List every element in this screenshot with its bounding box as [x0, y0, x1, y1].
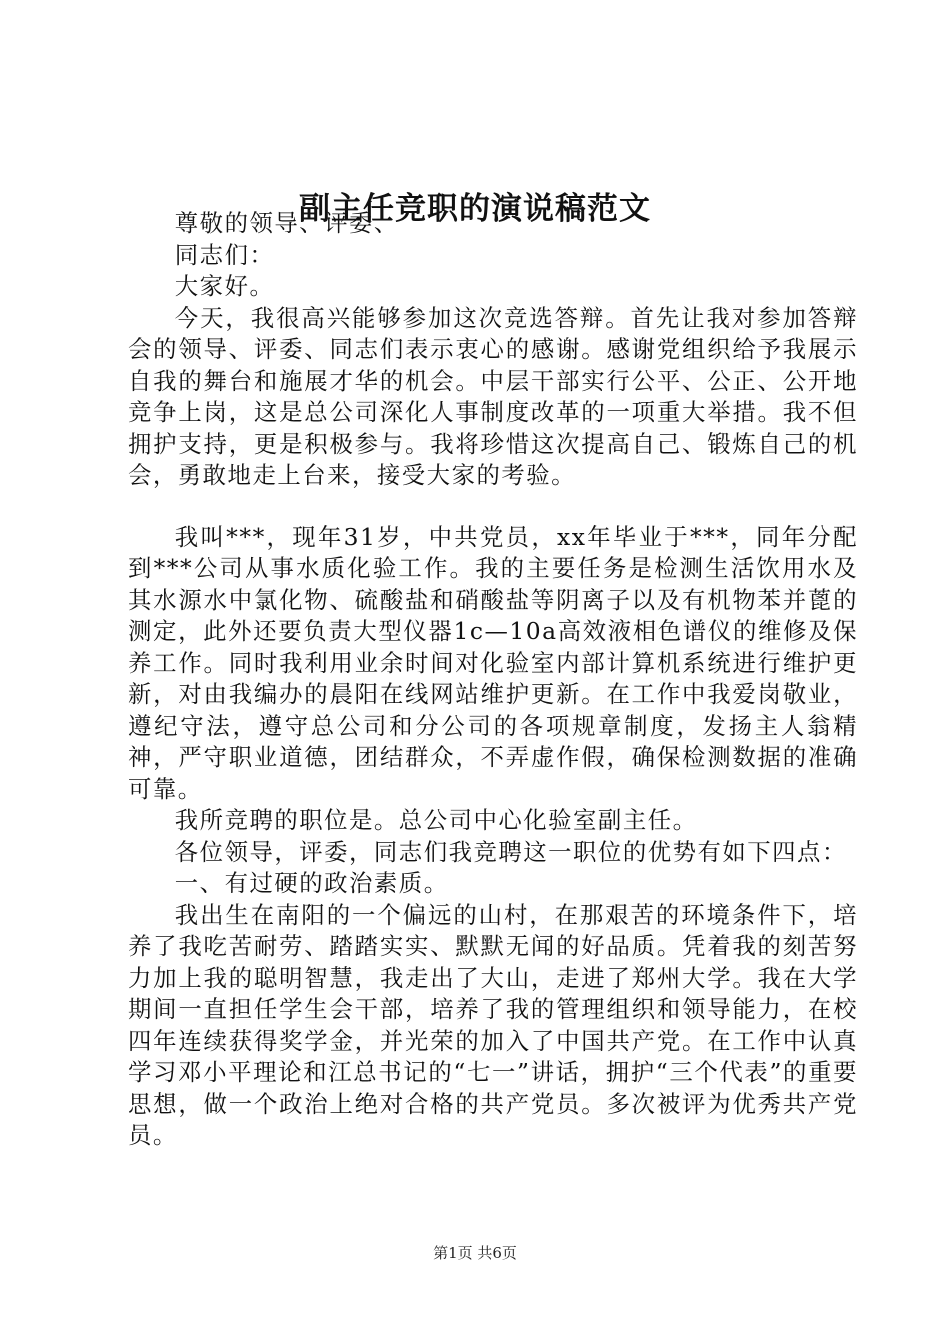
document-body	[128, 208, 858, 1152]
paragraph-position: 我所竞聘的职位是。总公司中心化验室副主任。	[174, 806, 698, 834]
paragraph-advantages-intro: 各位领导，评委，同志们我竞聘这一职位的优势有如下四点：	[174, 837, 847, 866]
document-title: 副主任竞职的演说稿范文	[299, 191, 651, 227]
paragraph-political-quality: 我出生在南阳的一个偏远的山村，在那艰苦的环境条件下，培养了我吃苦耐劳、踏踏实实、默默无闻的好品质。凭着我的刻苦努力加上我的聪明智慧，我走出了大山，走进了郑州大学。我在大学期间一直担任学生会干部，培养了我的管理组织和领导能力，在校四年连续获得奖学金，并光荣的加入了中国共产党。在工作中认真学习邓小平理论和江总书记的“七一”讲话，拥护“三个代表”的重要思想，做一个政治上绝对合格的共产党员。多次被评为优秀共产党员。	[128, 900, 858, 1149]
paragraph-self-introduction: 我叫***，现年31岁，中共党员，xx年毕业于***，同年分配到***公司从事水质化验工作。我的主要任务是检测生活饮用水及其水源水中氯化物、硫酸盐和硝酸盐等阴离子以及有机物苯并蓖的测定，此外还要负责大型仪器1c—10a高效液相色谱仪的维修及保养工作。同时我利用业余时间对化验室内部计算机系统进行维护更新，对由我编办的晨阳在线网站维护更新。在工作中我爱岗敬业，遵纪守法，遵守总公司和分公司的各项规章制度，发扬主人翁精神，严守职业道德，团结群众，不弄虚作假，确保检测数据的准确可靠。	[128, 522, 858, 803]
greeting-line: 大家好。	[174, 272, 275, 300]
salutation-line-1: 尊敬的领导、评委、	[174, 209, 399, 237]
salutation-line-2: 同志们：	[174, 240, 275, 269]
paragraph-gap	[128, 492, 858, 522]
paragraph-intro: 今天，我很高兴能够参加这次竞选答辩。首先让我对参加答辩会的领导、评委、同志们表示衷心的感谢。感谢党组织给予我展示自我的舞台和施展才华的机会。中层干部实行公平、公正、公开地竞争上岗，这是总公司深化人事制度改革的一项重大举措。我不但拥护支持，更是积极参与。我将珍惜这次提高自己、锻炼自己的机会，勇敢地走上台来，接受大家的考验。	[128, 303, 858, 489]
section-heading-political: 一、有过硬的政治素质。	[174, 869, 449, 897]
page-footer: 第1页 共6页	[433, 1244, 517, 1262]
